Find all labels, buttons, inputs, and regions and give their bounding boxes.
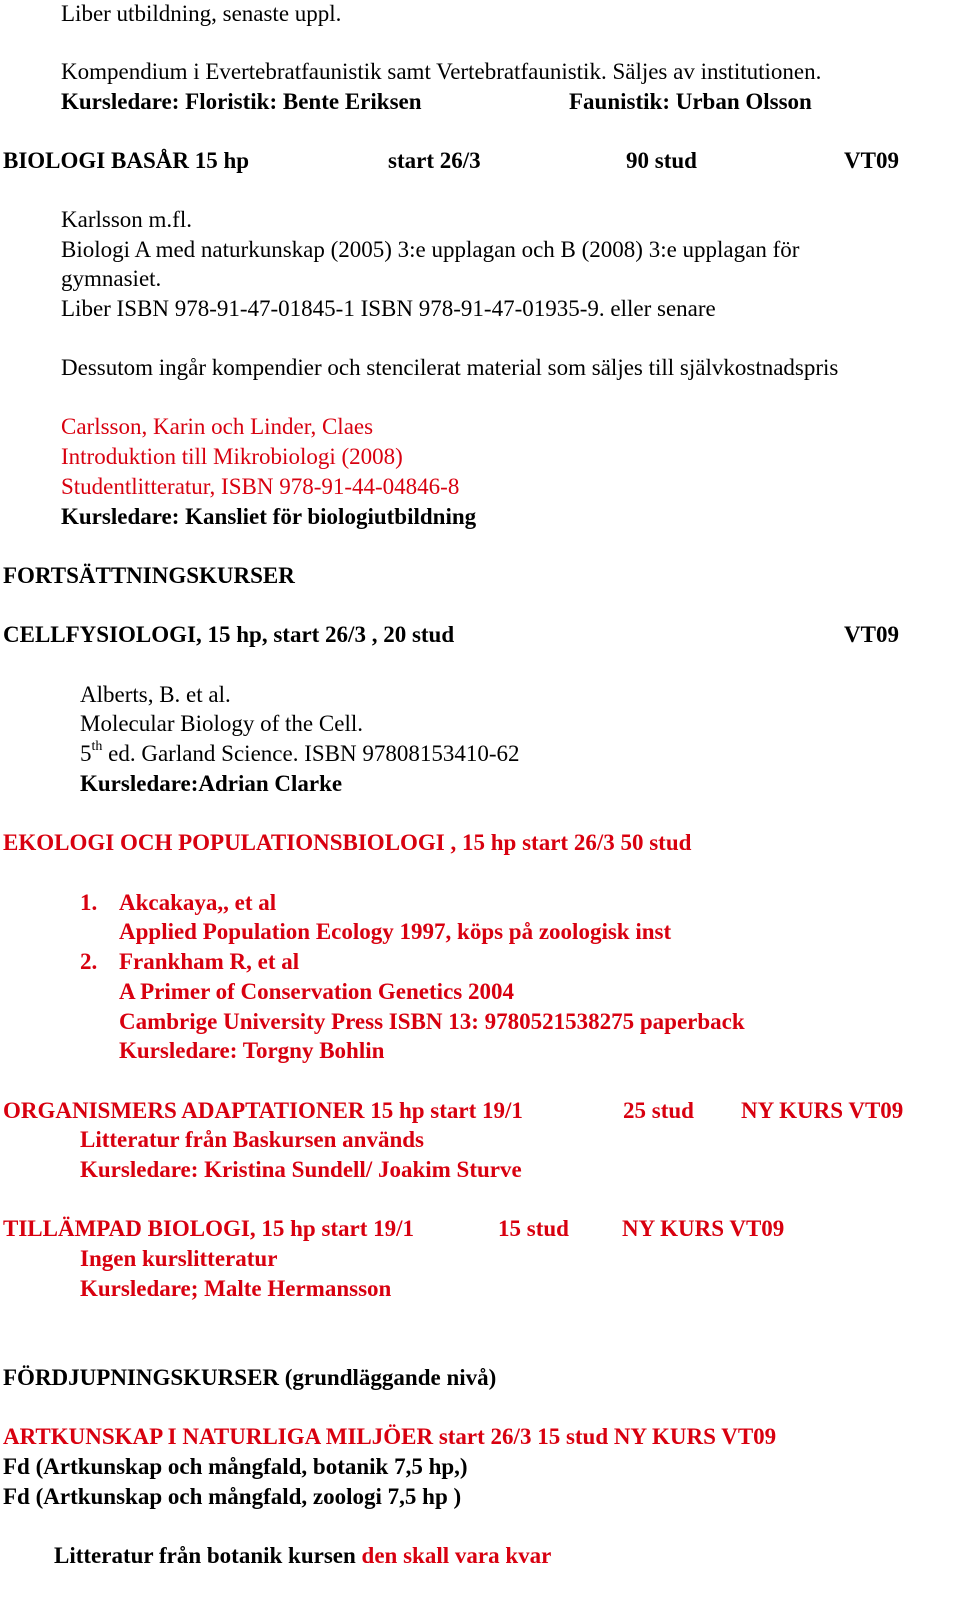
cell-title: CELLFYSIOLOGI, 15 hp, start 26/3 , 20 stud <box>3 622 455 647</box>
artkunskap-litteratur-label: Litteratur från botanik kursen <box>54 1543 362 1568</box>
ekologi-kursledare: Kursledare: Torgny Bohlin <box>119 1038 385 1063</box>
heading-fordjupningskurser: FÖRDJUPNINGSKURSER (grundläggande nivå) <box>3 1365 497 1390</box>
artkunskap-litteratur-note: den skall vara kvar <box>361 1543 552 1568</box>
ekologi-item-1-number: 1. <box>80 890 98 915</box>
artkunskap-botanik: Fd (Artkunskap och mångfald, botanik 7,5 hp,) <box>3 1454 468 1479</box>
basar-stud: 90 stud <box>626 148 697 173</box>
basar-book: Biologi A med naturkunskap (2005) 3:e upplagan och B (2008) 3:e upplagan för <box>61 237 800 262</box>
basar-term: VT09 <box>844 148 899 173</box>
text-liber-utbildning: Liber utbildning, senaste uppl. <box>61 1 342 26</box>
basar-mikro-isbn: Studentlitteratur, ISBN 978-91-44-04846-8 <box>61 474 460 499</box>
artkunskap-zoologi: Fd (Artkunskap och mångfald, zoologi 7,5 hp ) <box>3 1484 462 1509</box>
ekologi-title: EKOLOGI OCH POPULATIONSBIOLOGI , 15 hp start 26/3 50 stud <box>3 830 692 855</box>
text-kompendium: Kompendium i Evertebratfaunistik samt Vertebratfaunistik. Säljes av institutionen. <box>61 59 822 84</box>
organismers-tag: NY KURS VT09 <box>741 1098 904 1123</box>
ekologi-item-2-number: 2. <box>80 949 98 974</box>
basar-mikro-book: Introduktion till Mikrobiologi (2008) <box>61 444 403 469</box>
basar-dessutom: Dessutom ingår kompendier och stencilerat material som säljes till självkostnadspris <box>61 355 839 380</box>
cell-book: Molecular Biology of the Cell. <box>80 711 363 736</box>
ekologi-item-2-book: A Primer of Conservation Genetics 2004 <box>119 979 514 1004</box>
basar-start: start 26/3 <box>388 148 481 173</box>
organismers-litteratur: Litteratur från Baskursen används <box>80 1127 424 1152</box>
tillampad-stud: 15 stud <box>498 1216 569 1241</box>
cell-kursledare: Kursledare:Adrian Clarke <box>80 771 343 796</box>
organismers-stud: 25 stud <box>623 1098 694 1123</box>
basar-title: BIOLOGI BASÅR 15 hp <box>3 148 250 173</box>
organismers-kursledare: Kursledare: Kristina Sundell/ Joakim Sturve <box>80 1157 522 1182</box>
basar-isbn: Liber ISBN 978-91-47-01845-1 ISBN 978-91-47-01935-9. eller senare <box>61 296 716 321</box>
kursledare-faunistik: Faunistik: Urban Olsson <box>569 89 812 114</box>
cell-edition <box>80 740 520 768</box>
kursledare-floristik: Kursledare: Floristik: Bente Eriksen <box>61 89 422 114</box>
ekologi-item-1-author: Akcakaya,, et al <box>119 890 277 915</box>
cell-edition-rest: ed. Garland Science. ISBN 97808153410-62 <box>102 741 520 766</box>
artkunskap-litteratur <box>54 1542 551 1570</box>
tillampad-title: TILLÄMPAD BIOLOGI, 15 hp start 19/1 <box>3 1216 415 1241</box>
artkunskap-title: ARTKUNSKAP I NATURLIGA MILJÖER start 26/3 15 stud NY KURS VT09 <box>3 1424 777 1449</box>
cell-edition-suffix: th <box>91 739 103 755</box>
heading-fortsattningskurser: FORTSÄTTNINGSKURSER <box>3 563 295 588</box>
cell-term: VT09 <box>844 622 899 647</box>
tillampad-litteratur: Ingen kurslitteratur <box>80 1246 278 1271</box>
ekologi-item-2-publisher: Cambrige University Press ISBN 13: 9780521538275 paperback <box>119 1009 745 1034</box>
basar-book-cont: gymnasiet. <box>61 266 162 291</box>
tillampad-tag: NY KURS VT09 <box>622 1216 785 1241</box>
tillampad-kursledare: Kursledare; Malte Hermansson <box>80 1276 392 1301</box>
ekologi-item-1-book: Applied Population Ecology 1997, köps på zoologisk inst <box>119 919 672 944</box>
cell-author: Alberts, B. et al. <box>80 682 231 707</box>
basar-author: Karlsson m.fl. <box>61 207 192 232</box>
basar-mikro-author: Carlsson, Karin och Linder, Claes <box>61 414 374 439</box>
basar-kursledare: Kursledare: Kansliet för biologiutbildning <box>61 504 477 529</box>
ekologi-item-2-author: Frankham R, et al <box>119 949 300 974</box>
organismers-title: ORGANISMERS ADAPTATIONER 15 hp start 19/1 <box>3 1098 523 1123</box>
cell-edition-number: 5 <box>80 741 92 766</box>
